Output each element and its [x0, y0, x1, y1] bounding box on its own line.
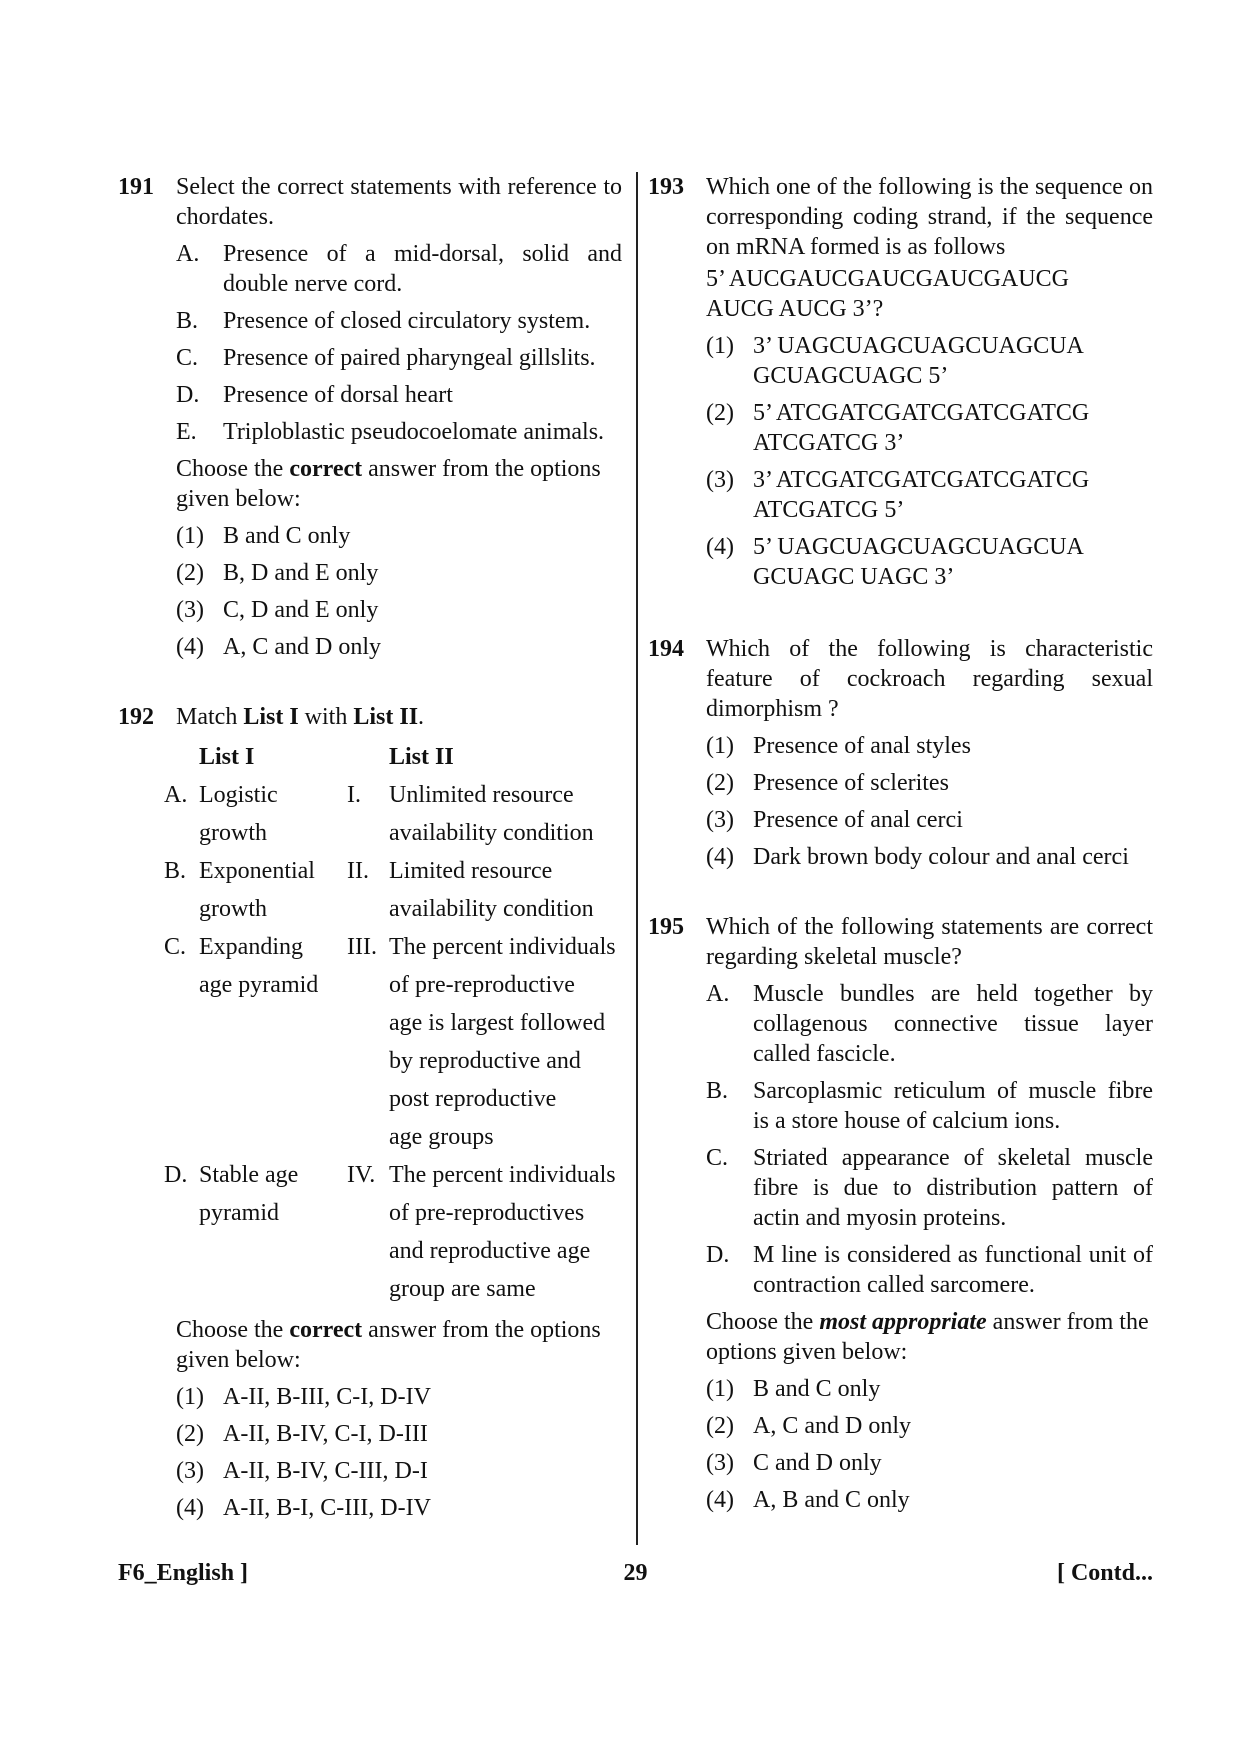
answer-option[interactable]: (4) A, B and C only [706, 1487, 910, 1513]
column-divider [636, 172, 638, 1545]
mrna-sequence: 5’ AUCGAUCGAUCGAUCGAUCG AUCG AUCG 3’? [706, 266, 1069, 322]
statement: C. Striated appearance of skeletal muscle fibre is due to distribution pattern of actin and myosin proteins. [706, 1145, 1153, 1231]
answer-option[interactable]: (1) Presence of anal styles [706, 733, 971, 759]
question-stem: Which of the following is characteristic feature of cockroach regarding sexual dimorphism ? [706, 636, 1153, 722]
statement: B. Presence of closed circulatory system. [176, 308, 591, 334]
statement: A. Muscle bundles are held together by collagenous connective tissue layer called fascicle. [706, 981, 1153, 1067]
question-number: 194 [648, 636, 684, 662]
statement: C. Presence of paired pharyngeal gillslits. [176, 345, 596, 371]
question-194 [648, 634, 1153, 872]
answer-option[interactable]: (4) 5’ UAGCUAGCUAGCUAGCUA GCUAGC UAGC 3’ [706, 534, 1084, 590]
answer-option[interactable]: (1) B and C only [176, 523, 351, 549]
instruction: Choose the correct answer from the options given below: [176, 1317, 601, 1373]
match-table [164, 738, 622, 1308]
statement: B. Sarcoplasmic reticulum of muscle fibre is a store house of calcium ions. [706, 1078, 1153, 1134]
right-column [648, 172, 1153, 1515]
answer-option[interactable]: (2) Presence of sclerites [706, 770, 949, 796]
continued-label: [ Contd... [1056, 1560, 1153, 1586]
statement: D. M line is considered as functional unit of contraction called sarcomere. [706, 1242, 1153, 1298]
answer-option[interactable]: (4) A, C and D only [176, 634, 381, 660]
answer-option[interactable]: (2) A, C and D only [706, 1413, 911, 1439]
statement: A. Presence of a mid-dorsal, solid and double nerve cord. [176, 241, 622, 297]
statement: D. Presence of dorsal heart [176, 382, 453, 408]
booklet-code: F6_English ] [118, 1560, 249, 1586]
instruction: Choose the correct answer from the options given below: [176, 456, 601, 512]
question-stem: Select the correct statements with reference to chordates. [176, 174, 622, 230]
question-195 [648, 912, 1153, 1515]
list-2-heading: List II [389, 744, 454, 770]
answer-option[interactable]: (3) C and D only [706, 1450, 882, 1476]
answer-option[interactable]: (2) B, D and E only [176, 560, 379, 586]
match-row: D. Stable age pyramid IV. The percent individuals of pre-reproductives and reproductive age group are same [164, 1162, 616, 1302]
answer-option[interactable]: (3) Presence of anal cerci [706, 807, 963, 833]
answer-option[interactable]: (1) A-II, B-III, C-I, D-IV [176, 1384, 431, 1410]
question-stem: Match List I with List II. [176, 704, 425, 730]
match-row: B. Exponential growth II. Limited resource availability condition [164, 858, 594, 922]
question-stem: Which of the following statements are correct regarding skeletal muscle? [706, 914, 1153, 970]
statement: E. Triploblastic pseudocoelomate animals. [176, 419, 605, 445]
answer-option[interactable]: (1) 3’ UAGCUAGCUAGCUAGCUA GCUAGCUAGC 5’ [706, 333, 1084, 389]
question-number: 193 [648, 174, 684, 200]
question-number: 191 [118, 174, 154, 200]
match-row: A. Logistic growth I. Unlimited resource availability condition [164, 782, 594, 846]
question-stem: Which one of the following is the sequence on corresponding coding strand, if the sequence on mRNA formed is as follows [706, 174, 1153, 260]
question-193 [648, 172, 1153, 592]
answer-option[interactable]: (3) A-II, B-IV, C-III, D-I [176, 1458, 428, 1484]
question-192 [118, 702, 622, 1523]
list-1-heading: List I [199, 744, 255, 770]
answer-option[interactable]: (2) 5’ ATCGATCGATCGATCGATCG ATCGATCG 3’ [706, 400, 1090, 456]
answer-option[interactable]: (3) C, D and E only [176, 597, 379, 623]
question-number: 192 [118, 704, 154, 730]
answer-option[interactable]: (1) B and C only [706, 1376, 881, 1402]
answer-option[interactable]: (4) Dark brown body colour and anal cerci [706, 844, 1129, 870]
page-number: 29 [623, 1560, 648, 1586]
answer-option[interactable]: (3) 3’ ATCGATCGATCGATCGATCG ATCGATCG 5’ [706, 467, 1090, 523]
answer-option[interactable]: (4) A-II, B-I, C-III, D-IV [176, 1495, 431, 1521]
question-number: 195 [648, 914, 684, 940]
question-191 [118, 172, 622, 662]
page-footer [118, 1558, 1153, 1590]
answer-option[interactable]: (2) A-II, B-IV, C-I, D-III [176, 1421, 428, 1447]
instruction: Choose the most appropriate answer from the options given below: [706, 1309, 1149, 1365]
left-column [118, 172, 622, 1523]
match-row: C. Expanding age pyramid III. The percent individuals of pre-reproductive age is largest followed by reproductive and post reproductive age groups [164, 934, 616, 1150]
